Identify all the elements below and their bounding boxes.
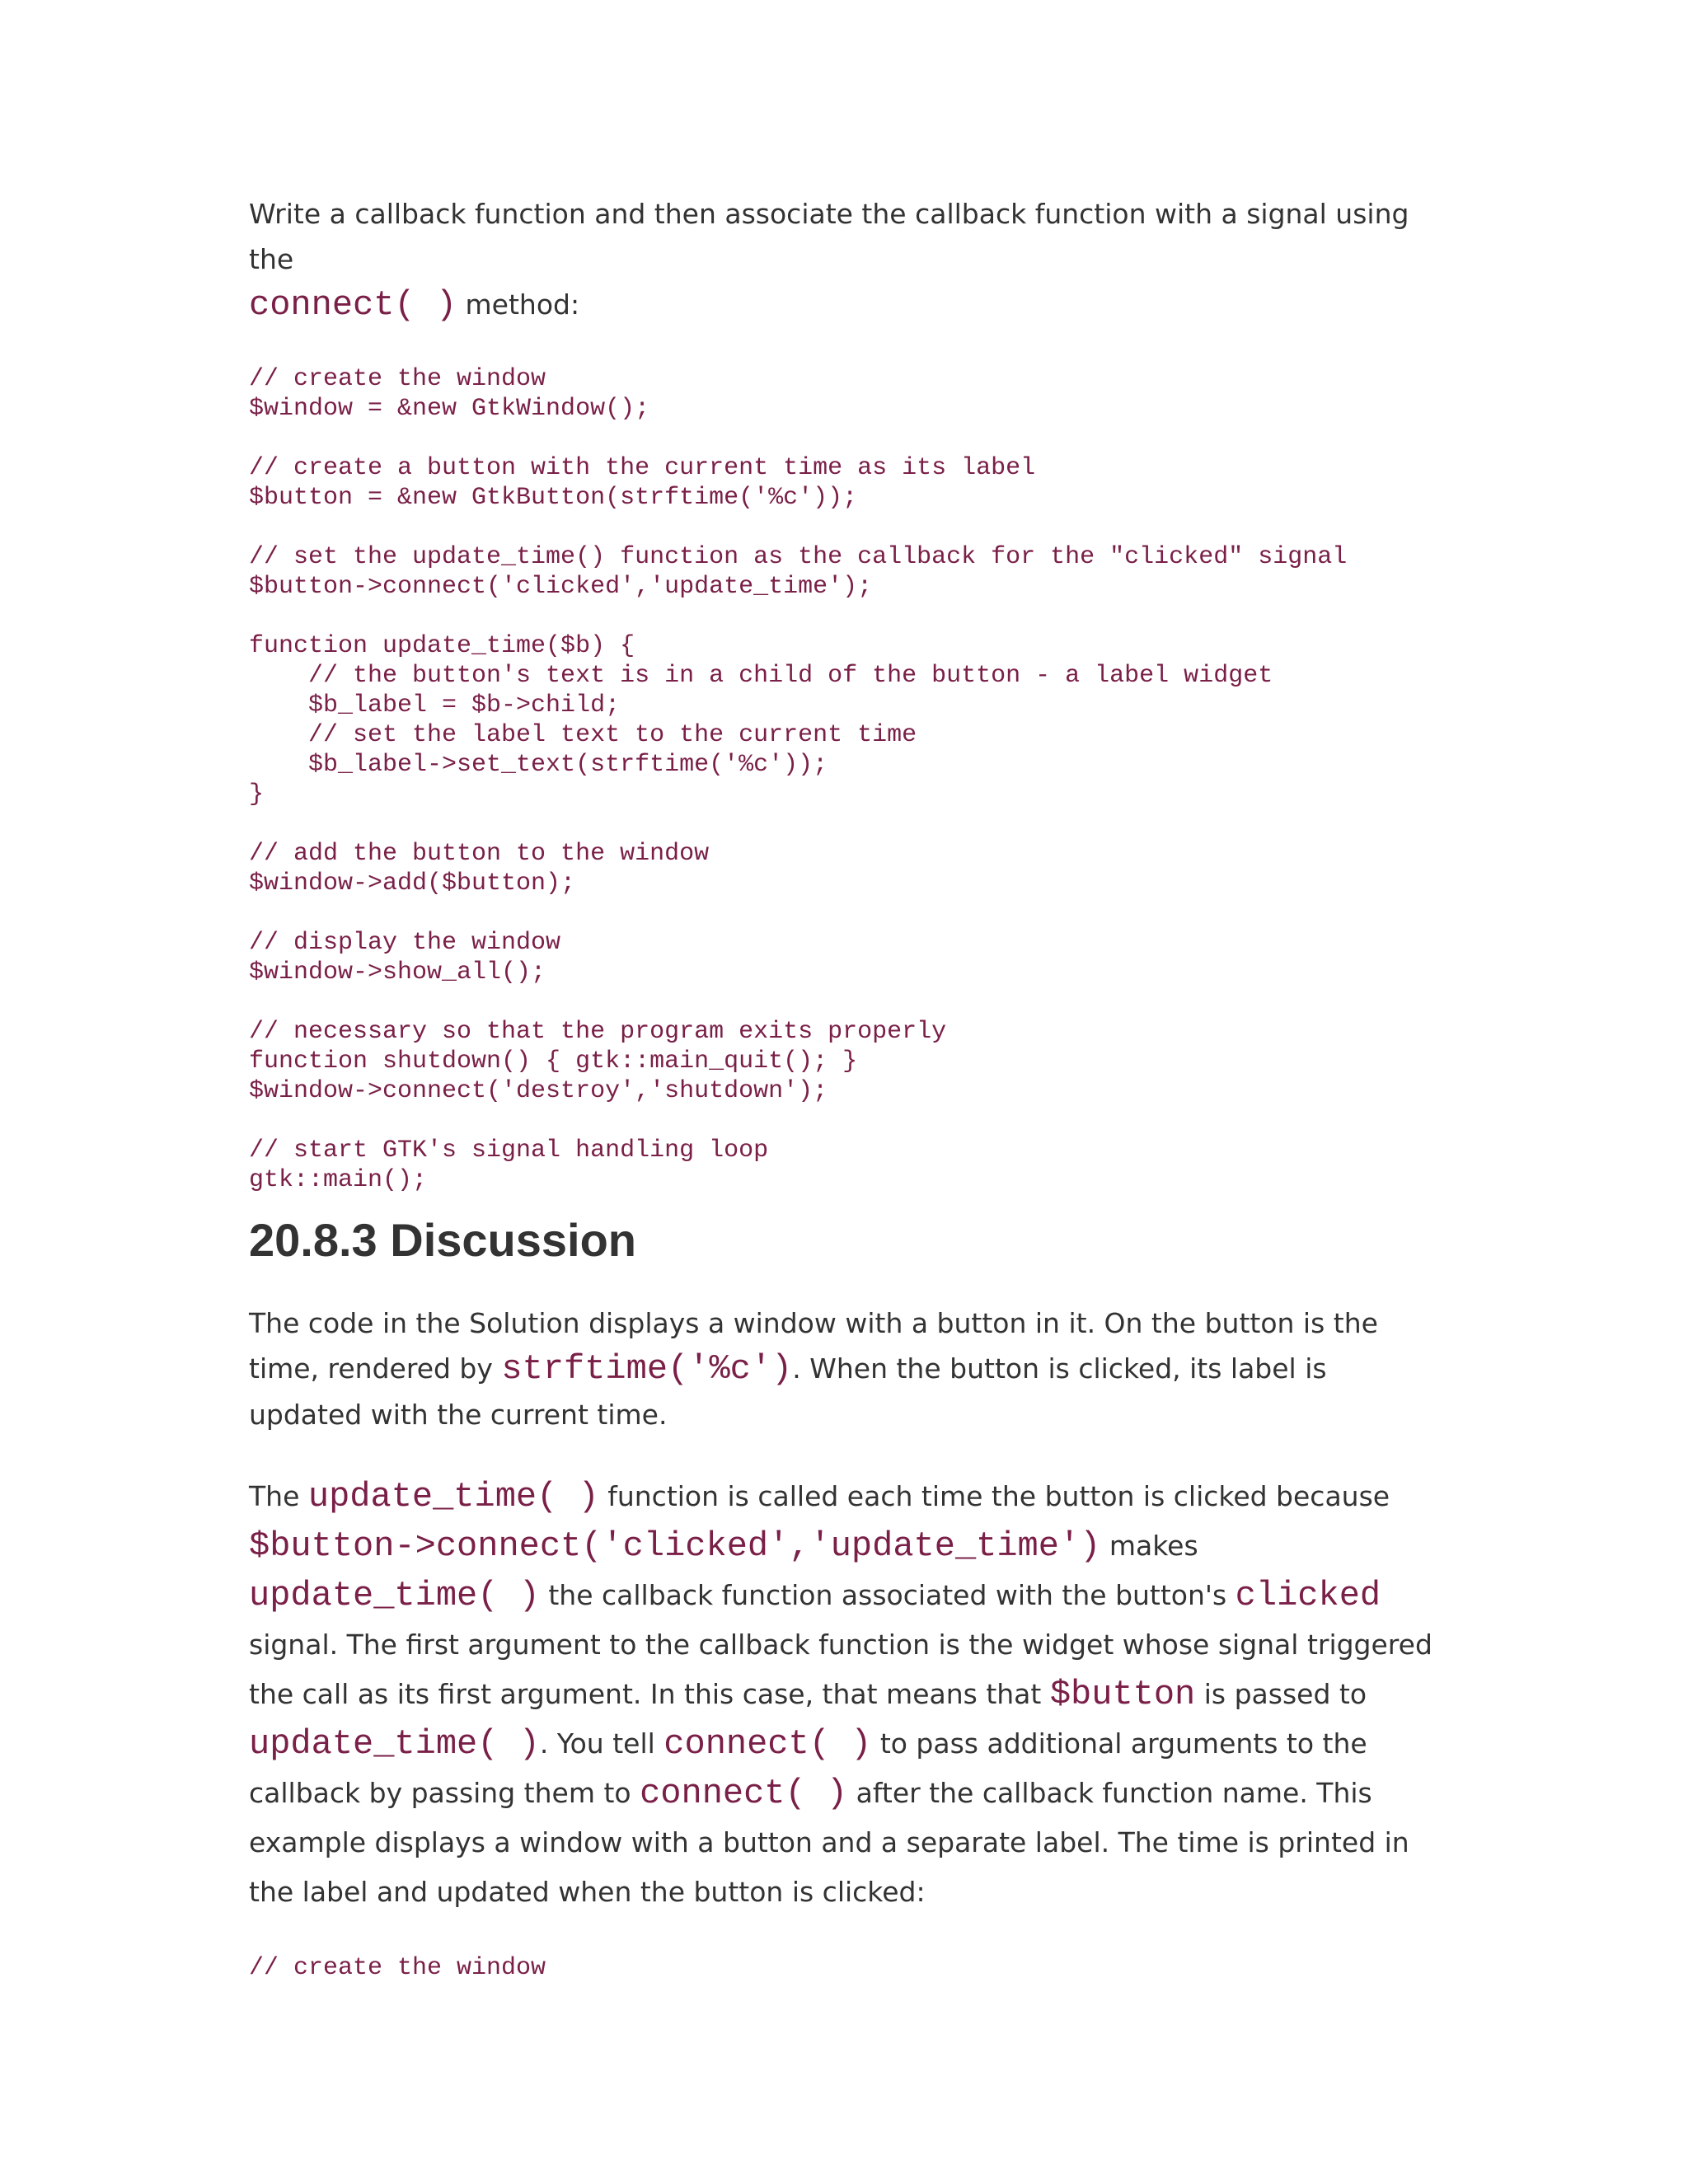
para2-text-3: makes — [1100, 1530, 1198, 1562]
connect-code-2: connect( ) — [663, 1724, 872, 1764]
update-time-code-3: update_time( ) — [249, 1724, 540, 1764]
para2-text-4: the callback function associated with the button's — [539, 1579, 1236, 1611]
intro-text-2: method: — [457, 288, 580, 321]
section-heading: 20.8.3 Discussion — [249, 1214, 637, 1266]
intro-text: Write a callback function and then associate the callback function with a signal using the — [249, 198, 1409, 275]
para2-text-6: is passed to — [1195, 1678, 1367, 1710]
document-page — [249, 191, 1436, 1983]
para2-text-7: . You tell — [539, 1727, 664, 1760]
clicked-code: clicked — [1235, 1576, 1381, 1615]
intro-paragraph — [249, 191, 1436, 328]
para2-text-5: signal. The first argument to the callback function is the widget whose signal triggered the call as its first argument. In this case, that means that — [249, 1629, 1432, 1710]
code-block-solution: // create the window $window = &new GtkWindow(); // create a button with the current time as its label $button = &new GtkButton(strftime('%c')); // set the update_time() function as the callback for the "clicked" signal $button->connect('clicked','update_time'); function update_time($b) { // the button's text is in a child of the button - a label widget $b_label = $b->child; // set the label text to the current time $b_label->set_text(strftime('%c')); } // add the button to the window $window->add($button); // display the window $window->show_all(); // necessary so that the program exits properly function shutdown() { gtk::main_quit(); } $window->connect('destroy','shutdown'); // start GTK's signal handling loop gtk::main(); — [249, 365, 1348, 1194]
strftime-code: strftime('%c') — [501, 1349, 793, 1389]
discussion-paragraph-2 — [249, 1472, 1436, 1917]
para2-text-1: The — [249, 1480, 308, 1512]
connect-code-3: connect( ) — [640, 1774, 848, 1813]
para1-text-2: . When the button is clicked, its label is updated with the current time. — [249, 1352, 1327, 1431]
update-time-code: update_time( ) — [307, 1477, 599, 1516]
para2-text-9: after the callback function name. This example displays a window with a button and a separate label. The time is printed in the label and updated when the button is clicked: — [249, 1777, 1409, 1908]
button-var-code: $button — [1049, 1675, 1196, 1714]
connect-call-code: $button->connect('clicked','update_time') — [249, 1526, 1101, 1566]
discussion-paragraph-1 — [249, 1301, 1436, 1437]
para1-text-1: The code in the Solution displays a window with a button in it. On the button is the time, rendered by — [249, 1307, 1378, 1385]
para2-text-8: to pass additional arguments to the callback by passing them to — [249, 1727, 1367, 1809]
para2-text-2: function is called each time the button is clicked because — [598, 1480, 1390, 1512]
update-time-code-2: update_time( ) — [249, 1576, 540, 1615]
code-block-example: // create the window — [249, 1954, 546, 1982]
connect-code: connect( ) — [249, 285, 457, 325]
